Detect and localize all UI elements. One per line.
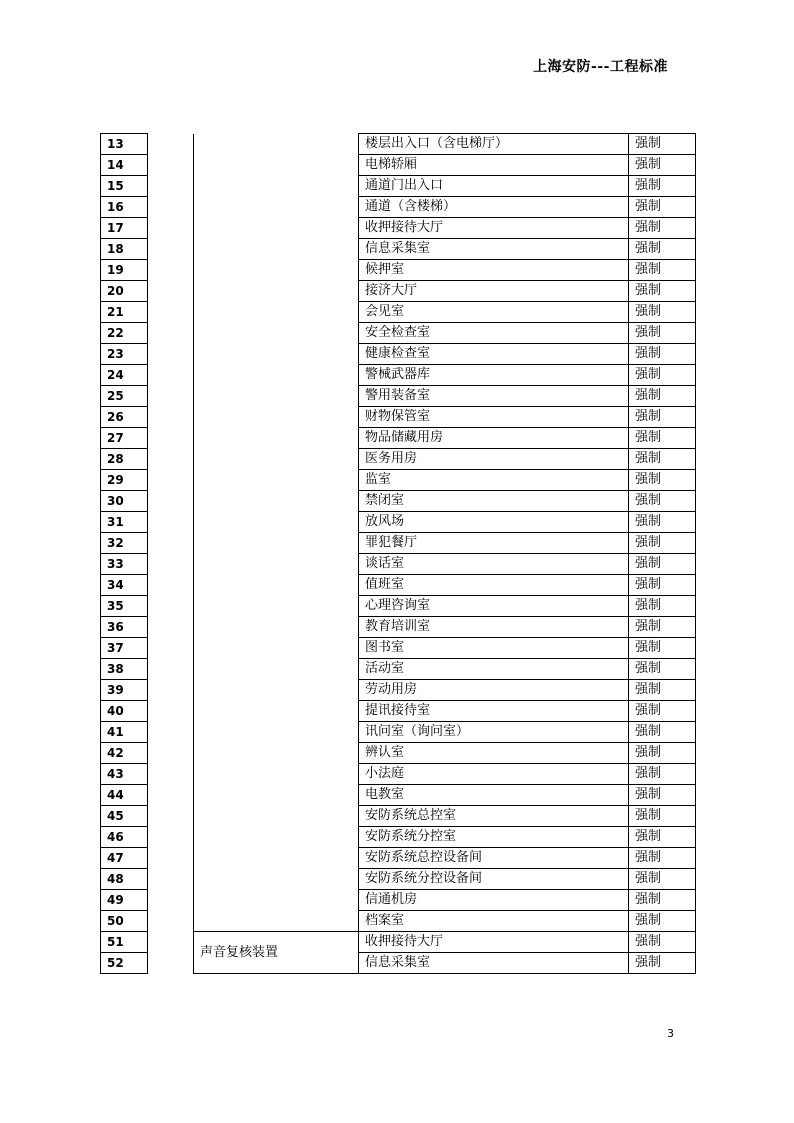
location-cell: 提讯接待室 [359, 701, 629, 722]
row-number: 35 [101, 596, 148, 617]
location-cell: 通道门出入口 [359, 176, 629, 197]
row-number: 13 [101, 134, 148, 155]
location-cell: 谈话室 [359, 554, 629, 575]
row-number: 38 [101, 659, 148, 680]
requirement-cell: 强制 [629, 827, 696, 848]
location-cell: 小法庭 [359, 764, 629, 785]
requirement-cell: 强制 [629, 176, 696, 197]
location-cell: 医务用房 [359, 449, 629, 470]
row-number: 31 [101, 512, 148, 533]
requirement-cell: 强制 [629, 281, 696, 302]
row-number: 42 [101, 743, 148, 764]
row-number: 44 [101, 785, 148, 806]
row-number: 17 [101, 218, 148, 239]
location-cell: 收押接待大厅 [359, 932, 629, 953]
requirement-cell: 强制 [629, 134, 696, 155]
requirement-cell: 强制 [629, 512, 696, 533]
requirement-cell: 强制 [629, 323, 696, 344]
location-cell: 警用装备室 [359, 386, 629, 407]
location-cell: 监室 [359, 470, 629, 491]
row-number: 28 [101, 449, 148, 470]
location-cell: 禁闭室 [359, 491, 629, 512]
row-number: 21 [101, 302, 148, 323]
location-cell: 安防系统总控室 [359, 806, 629, 827]
row-number: 18 [101, 239, 148, 260]
requirement-cell: 强制 [629, 764, 696, 785]
location-cell: 信息采集室 [359, 953, 629, 974]
location-cell: 信息采集室 [359, 239, 629, 260]
requirement-cell: 强制 [629, 659, 696, 680]
requirement-cell: 强制 [629, 575, 696, 596]
row-number: 52 [101, 953, 148, 974]
table-body [101, 134, 696, 974]
requirement-cell: 强制 [629, 302, 696, 323]
row-number: 50 [101, 911, 148, 932]
location-cell: 健康检查室 [359, 344, 629, 365]
requirement-cell: 强制 [629, 491, 696, 512]
page-number: 3 [667, 1027, 674, 1040]
row-number: 40 [101, 701, 148, 722]
row-number: 19 [101, 260, 148, 281]
table-row [101, 134, 696, 155]
requirement-cell: 强制 [629, 680, 696, 701]
requirement-cell: 强制 [629, 218, 696, 239]
requirement-cell: 强制 [629, 848, 696, 869]
row-number: 15 [101, 176, 148, 197]
row-number: 34 [101, 575, 148, 596]
row-number: 47 [101, 848, 148, 869]
device-name-cell: 声音复核装置 [194, 932, 359, 974]
requirement-cell: 强制 [629, 260, 696, 281]
location-cell: 电梯轿厢 [359, 155, 629, 176]
location-cell: 安防系统总控设备间 [359, 848, 629, 869]
requirement-cell: 强制 [629, 197, 696, 218]
requirement-cell: 强制 [629, 743, 696, 764]
row-number: 30 [101, 491, 148, 512]
location-cell: 劳动用房 [359, 680, 629, 701]
requirement-cell: 强制 [629, 449, 696, 470]
category-cell [148, 134, 194, 974]
location-cell: 通道（含楼梯） [359, 197, 629, 218]
location-cell: 收押接待大厅 [359, 218, 629, 239]
location-cell: 档案室 [359, 911, 629, 932]
requirement-cell: 强制 [629, 407, 696, 428]
device-cell [194, 134, 359, 932]
row-number: 46 [101, 827, 148, 848]
location-cell: 接济大厅 [359, 281, 629, 302]
requirement-cell: 强制 [629, 617, 696, 638]
location-cell: 教育培训室 [359, 617, 629, 638]
location-cell: 辨认室 [359, 743, 629, 764]
requirement-cell: 强制 [629, 533, 696, 554]
requirement-cell: 强制 [629, 386, 696, 407]
requirement-cell: 强制 [629, 701, 696, 722]
row-number: 45 [101, 806, 148, 827]
row-number: 36 [101, 617, 148, 638]
requirement-cell: 强制 [629, 638, 696, 659]
requirement-cell: 强制 [629, 239, 696, 260]
location-cell: 安全检查室 [359, 323, 629, 344]
requirements-table [100, 133, 696, 974]
requirement-cell: 强制 [629, 953, 696, 974]
row-number: 22 [101, 323, 148, 344]
requirement-cell: 强制 [629, 869, 696, 890]
requirement-cell: 强制 [629, 365, 696, 386]
location-cell: 罪犯餐厅 [359, 533, 629, 554]
requirement-cell: 强制 [629, 155, 696, 176]
requirement-cell: 强制 [629, 554, 696, 575]
row-number: 26 [101, 407, 148, 428]
row-number: 20 [101, 281, 148, 302]
row-number: 48 [101, 869, 148, 890]
row-number: 33 [101, 554, 148, 575]
requirement-cell: 强制 [629, 344, 696, 365]
row-number: 24 [101, 365, 148, 386]
row-number: 51 [101, 932, 148, 953]
requirement-cell: 强制 [629, 911, 696, 932]
location-cell: 值班室 [359, 575, 629, 596]
row-number: 23 [101, 344, 148, 365]
location-cell: 财物保管室 [359, 407, 629, 428]
location-cell: 警械武器库 [359, 365, 629, 386]
requirement-cell: 强制 [629, 428, 696, 449]
location-cell: 安防系统分控室 [359, 827, 629, 848]
row-number: 43 [101, 764, 148, 785]
location-cell: 放风场 [359, 512, 629, 533]
location-cell: 心理咨询室 [359, 596, 629, 617]
location-cell: 信通机房 [359, 890, 629, 911]
location-cell: 会见室 [359, 302, 629, 323]
location-cell: 候押室 [359, 260, 629, 281]
requirement-cell: 强制 [629, 932, 696, 953]
row-number: 25 [101, 386, 148, 407]
row-number: 49 [101, 890, 148, 911]
page-header: 上海安防---工程标准 [533, 59, 668, 75]
location-cell: 电教室 [359, 785, 629, 806]
requirement-cell: 强制 [629, 722, 696, 743]
requirement-cell: 强制 [629, 806, 696, 827]
location-cell: 图书室 [359, 638, 629, 659]
row-number: 29 [101, 470, 148, 491]
row-number: 39 [101, 680, 148, 701]
location-cell: 安防系统分控设备间 [359, 869, 629, 890]
row-number: 37 [101, 638, 148, 659]
row-number: 41 [101, 722, 148, 743]
requirement-cell: 强制 [629, 785, 696, 806]
location-cell: 活动室 [359, 659, 629, 680]
requirement-cell: 强制 [629, 596, 696, 617]
requirement-cell: 强制 [629, 890, 696, 911]
location-cell: 讯问室（询问室） [359, 722, 629, 743]
row-number: 27 [101, 428, 148, 449]
row-number: 14 [101, 155, 148, 176]
location-cell: 楼层出入口（含电梯厅） [359, 134, 629, 155]
location-cell: 物品储藏用房 [359, 428, 629, 449]
requirement-cell: 强制 [629, 470, 696, 491]
row-number: 16 [101, 197, 148, 218]
row-number: 32 [101, 533, 148, 554]
